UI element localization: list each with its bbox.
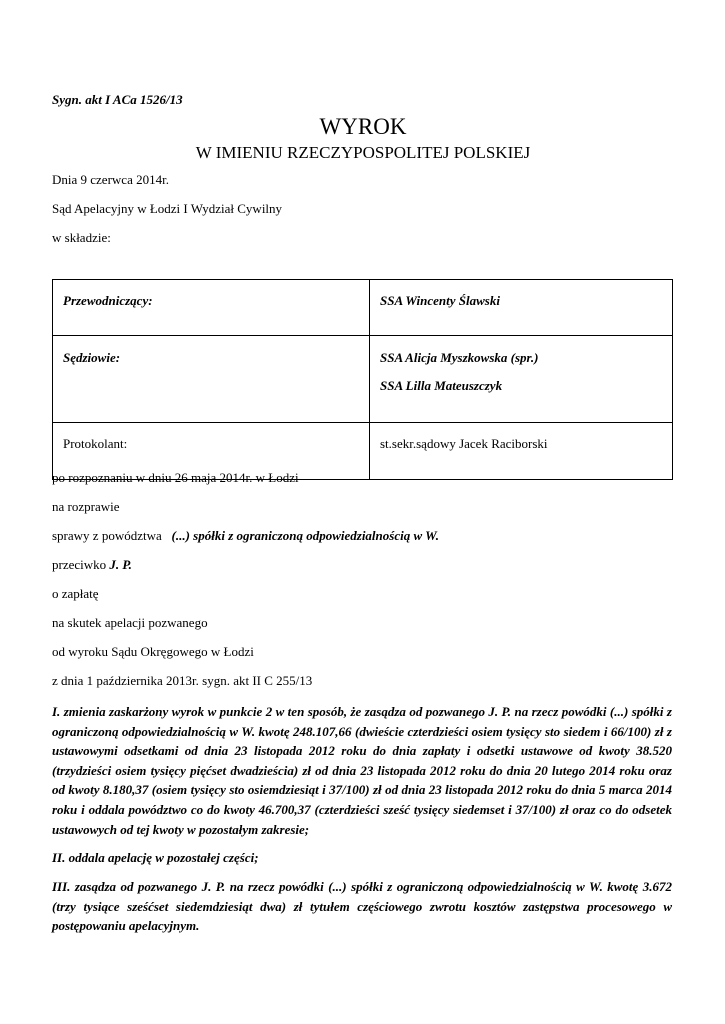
court-panel-table (52, 279, 673, 480)
composition-label: w składzie: (52, 230, 111, 245)
table-row (53, 336, 673, 423)
lower-judgment-line: z dnia 1 października 2013r. sygn. akt II C 255/13 (52, 673, 313, 688)
defendant-name: J. P. (109, 557, 132, 572)
plaintiff-line (52, 528, 439, 544)
defendant-line (52, 557, 132, 573)
judges-names (370, 336, 673, 423)
chair-name: SSA Wincenty Ślawski (370, 280, 673, 336)
plaintiff-name: (...) spółki z ograniczoną odpowiedzialnością w W. (171, 528, 439, 543)
document-subtitle: W IMIENIU RZECZYPOSPOLITEJ POLSKIEJ (195, 143, 531, 162)
against-prefix: przeciwko (52, 557, 107, 572)
lower-court-line: od wyroku Sądu Okręgowego w Łodzi (52, 644, 254, 659)
court-name: Sąd Apelacyjny w Łodzi I Wydział Cywilny (52, 201, 283, 216)
ruling-point-3: III. zasądza od pozwanego J. P. na rzecz powódki (...) spółki z ograniczoną odpowiedzialnością w W. kwotę 3.672 (trzy tysiące sześćset siedemdziesiąt dwa) zł tytułem częściowego zwrotu kosztów zastępstwa procesowego w postępowaniu apelacyjnym. (52, 879, 672, 934)
table-row (53, 280, 673, 336)
ruling-point-1: I. zmienia zaskarżony wyrok w punkcie 2 w ten sposób, że zasądza od pozwanego J. P. na rzecz powódki (...) spółki z ograniczoną odpowiedzialnością w W. kwotę 248.107,66 (dwieście czterdzieści osiem tysięcy sto siedem i 66/100) zł z ustawowymi odsetkami od dnia 23 listopada 2012 roku do dnia zapłaty i odsetki ustawowe od kwoty 38.520 (trzydzieści osiem tysięcy pięćset dwadzieścia) zł od dnia 23 listopada 2012 roku do dnia 20 lutego 2014 roku oraz od kwoty 8.180,37 (osiem tysięcy sto osiemdziesiąt i 37/100) zł od dnia 23 listopada 2012 roku do dnia 5 marca 2014 roku i oddala powództwo co do kwoty 46.700,37 (czterdzieści sześć tysięcy siedemset i 37/100) zł oraz co do odsetek ustawowych od tej kwoty w pozostałym zakresie; (52, 704, 672, 837)
document-title: WYROK (319, 114, 407, 139)
chair-label: Przewodniczący: (53, 280, 370, 336)
judge-2: SSA Lilla Mateuszczyk (380, 378, 503, 393)
hearing-line: po rozpoznaniu w dniu 26 maja 2014r. w Łodzi (52, 470, 299, 485)
session-line: na rozprawie (52, 499, 120, 514)
plaintiff-prefix: sprawy z powództwa (52, 528, 162, 543)
ruling-point-2: II. oddala apelację w pozostałej części; (52, 850, 259, 865)
judges-label: Sędziowie: (53, 336, 370, 423)
appeal-line: na skutek apelacji pozwanego (52, 615, 208, 630)
clerk-label: Protokolant: (53, 423, 370, 480)
judgment-date: Dnia 9 czerwca 2014r. (52, 172, 169, 187)
clerk-name: st.sekr.sądowy Jacek Raciborski (370, 423, 673, 480)
subject-line: o zapłatę (52, 586, 99, 601)
case-signature: Sygn. akt I ACa 1526/13 (52, 92, 183, 107)
judge-1: SSA Alicja Myszkowska (spr.) (380, 350, 539, 365)
